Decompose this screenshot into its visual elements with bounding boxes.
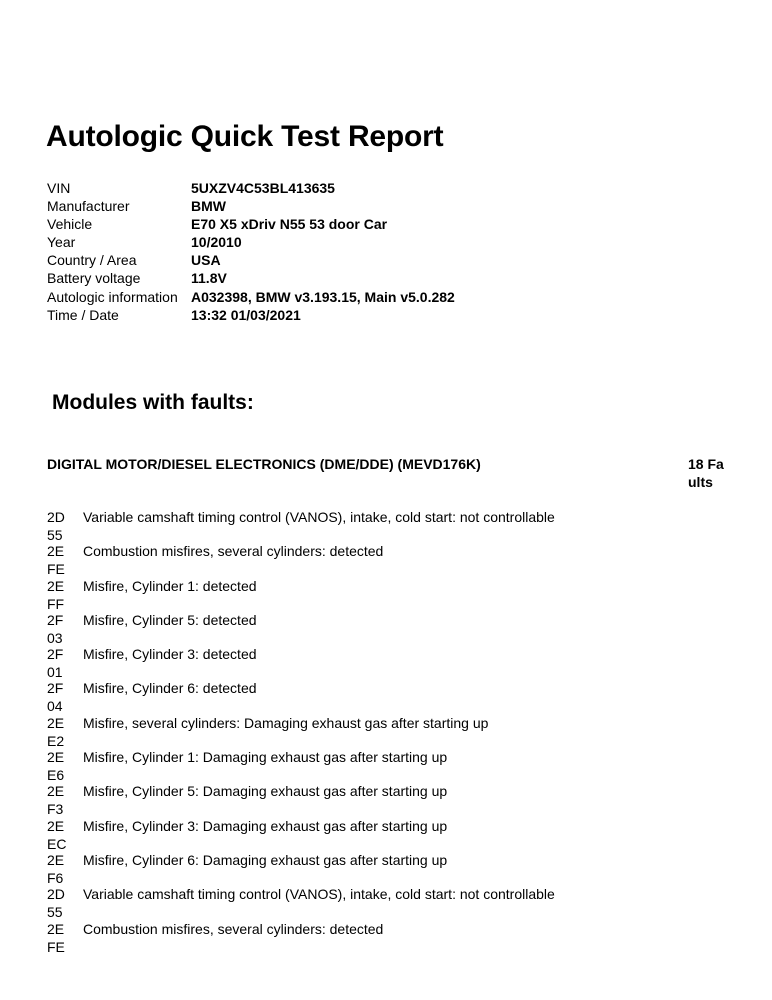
fault-code: 2EF3 (47, 783, 65, 818)
fault-code: 2EFF (47, 577, 65, 612)
fault-description: Variable camshaft timing control (VANOS), intake, cold start: not controllable (83, 886, 555, 903)
vehicle-info-table (47, 179, 455, 324)
info-label: Year (47, 234, 76, 251)
fault-row (47, 920, 555, 954)
fault-row (47, 542, 555, 576)
info-label: Country / Area (47, 252, 137, 269)
fault-row (47, 748, 555, 782)
info-row (47, 179, 455, 197)
fault-code: 2EFE (47, 543, 65, 578)
info-value: E70 X5 xDriv N55 53 door Car (191, 216, 388, 233)
fault-description: Misfire, several cylinders: Damaging exhaust gas after starting up (83, 714, 489, 731)
info-row (47, 197, 455, 215)
info-value: BMW (191, 198, 226, 215)
fault-code: 2EE6 (47, 749, 65, 784)
fault-code: 2EF6 (47, 851, 65, 886)
fault-row (47, 782, 555, 816)
fault-row (47, 714, 555, 748)
fault-description: Misfire, Cylinder 6: Damaging exhaust gas after starting up (83, 851, 448, 868)
fault-code: 2D55 (47, 509, 65, 543)
fault-code: 2F03 (47, 611, 64, 646)
fault-code: 2EE2 (47, 714, 65, 749)
module-fault-count: 18 Faults (688, 456, 724, 490)
info-label: Vehicle (47, 216, 93, 233)
info-value: USA (191, 252, 221, 269)
fault-code: 2EEC (47, 817, 67, 852)
info-row (47, 251, 455, 269)
fault-row (47, 577, 555, 611)
fault-row (47, 851, 555, 885)
info-label: Autologic information (47, 288, 178, 305)
fault-description: Misfire, Cylinder 3: Damaging exhaust gas after starting up (83, 817, 448, 834)
fault-row (47, 611, 555, 645)
module-name: DIGITAL MOTOR/DIESEL ELECTRONICS (DME/DDE) (MEVD176K) (47, 456, 481, 472)
fault-description: Combustion misfires, several cylinders: detected (83, 543, 384, 560)
fault-code: 2EFE (47, 920, 65, 955)
fault-row (47, 645, 555, 679)
fault-row (47, 817, 555, 851)
fault-description: Misfire, Cylinder 5: detected (83, 611, 257, 628)
fault-description: Variable camshaft timing control (VANOS), intake, cold start: not controllable (83, 509, 555, 525)
fault-description: Misfire, Cylinder 3: detected (83, 646, 257, 663)
fault-code: 2F04 (47, 680, 64, 715)
report-title: Autologic Quick Test Report (46, 120, 444, 153)
info-value: 5UXZV4C53BL413635 (191, 180, 335, 196)
fault-row (47, 679, 555, 713)
fault-list (47, 508, 555, 954)
faults-section-title: Modules with faults: (52, 391, 254, 414)
info-value: 10/2010 (191, 234, 242, 251)
info-row (47, 269, 455, 287)
info-row (47, 215, 455, 233)
fault-description: Misfire, Cylinder 1: detected (83, 577, 257, 594)
fault-code: 2F01 (47, 646, 64, 681)
fault-description: Misfire, Cylinder 1: Damaging exhaust gas after starting up (83, 749, 448, 766)
fault-code: 2D55 (47, 886, 65, 921)
fault-description: Misfire, Cylinder 6: detected (83, 680, 257, 697)
info-value: A032398, BMW v3.193.15, Main v5.0.282 (191, 288, 455, 305)
info-row (47, 306, 455, 324)
info-label: Manufacturer (47, 198, 130, 215)
info-label: Time / Date (47, 306, 119, 323)
fault-description: Combustion misfires, several cylinders: detected (83, 920, 384, 937)
info-row (47, 233, 455, 251)
info-row (47, 288, 455, 306)
info-value: 13:32 01/03/2021 (191, 306, 301, 323)
info-label: VIN (47, 180, 71, 196)
info-value: 11.8V (191, 270, 227, 287)
fault-row (47, 885, 555, 919)
fault-description: Misfire, Cylinder 5: Damaging exhaust gas after starting up (83, 783, 448, 800)
fault-row (47, 508, 555, 542)
info-label: Battery voltage (47, 270, 141, 287)
